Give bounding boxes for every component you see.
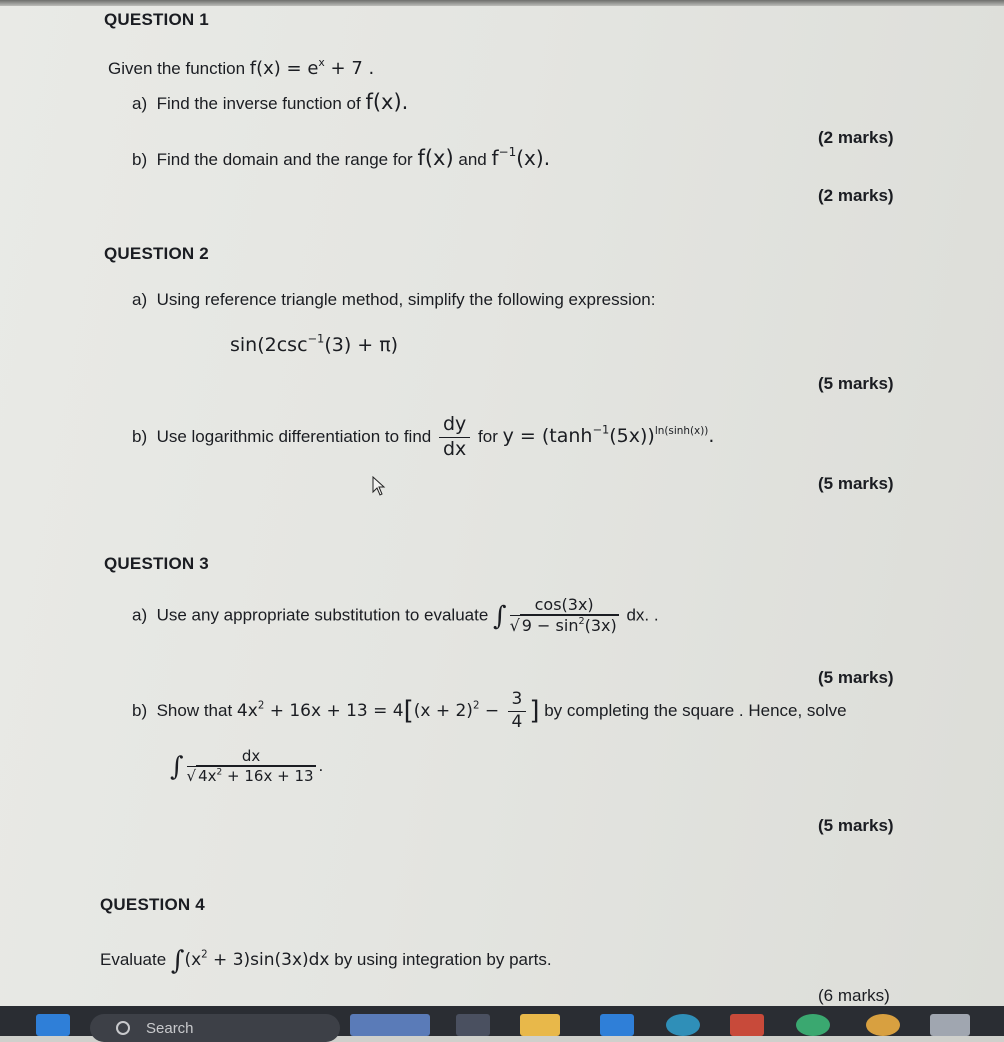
chat-icon[interactable]: [796, 1014, 830, 1036]
search-icon: [116, 1021, 130, 1035]
question-4-marks: (6 marks): [818, 986, 890, 1005]
question-2b: b) Use logarithmic differentiation to find $\frac{dy}{dx}$ for $y = (\tanh^{-1}(5x))^{ln(sinh(x))}$.: [132, 413, 715, 460]
taskbar: [0, 1006, 1004, 1036]
app-icon-2[interactable]: [930, 1014, 970, 1036]
question-4-heading: QUESTION 4: [100, 895, 205, 914]
question-1a: a) Find the inverse function of f(x).: [132, 90, 409, 114]
file-explorer-icon[interactable]: [520, 1014, 560, 1036]
widget-icon[interactable]: [350, 1014, 430, 1036]
question-1b: b) Find the domain and the range for f(x) and $f^{-1}(x)$.: [132, 145, 551, 170]
question-1b-marks: (2 marks): [818, 186, 894, 205]
question-3a: a) Use any appropriate substitution to evaluate ∫ $\frac{\cos(3x)}{√ 9 - \sin^2(3x)}$ dx. .: [132, 595, 659, 636]
question-1-intro: Given the function $f(x) = e^x + 7$ .: [108, 55, 375, 79]
question-2a: a) Using reference triangle method, simplify the following expression:: [132, 290, 656, 309]
search-box[interactable]: Search: [90, 1014, 340, 1042]
question-2a-marks: (5 marks): [818, 374, 894, 393]
mouse-pointer-icon: [372, 476, 386, 496]
question-2b-marks: (5 marks): [818, 474, 894, 493]
question-2a-expression: $\sin(2\csc^{-1}(3) + \pi)$: [230, 331, 399, 356]
browser-icon[interactable]: [666, 1014, 700, 1036]
store-icon[interactable]: [600, 1014, 634, 1036]
function-expression: $f(x) = e^x + 7$ .: [249, 55, 375, 79]
chrome-icon[interactable]: [866, 1014, 900, 1036]
question-3b: b) Show that $4x^2 + 16x + 13 = 4[(x + 2)^2$ − $\frac{3}{4}$ ] by completing the square . Hence, solve: [132, 689, 847, 732]
question-1a-marks: (2 marks): [818, 128, 894, 147]
question-2-heading: QUESTION 2: [104, 244, 209, 263]
question-1-heading: QUESTION 1: [104, 10, 209, 29]
start-icon[interactable]: [36, 1014, 70, 1036]
question-4-text: Evaluate $\int(x^2 + 3)\sin(3x)dx$ by using integration by parts.: [100, 946, 552, 976]
question-3-heading: QUESTION 3: [104, 554, 209, 573]
question-3a-marks: (5 marks): [818, 668, 894, 687]
app-icon[interactable]: [730, 1014, 764, 1036]
question-3b-marks: (5 marks): [818, 816, 894, 835]
question-3b-integral: ∫ $\frac{dx}{√ 4x^2 + 16x + 13}$ .: [170, 747, 324, 786]
task-view-icon[interactable]: [456, 1014, 490, 1036]
